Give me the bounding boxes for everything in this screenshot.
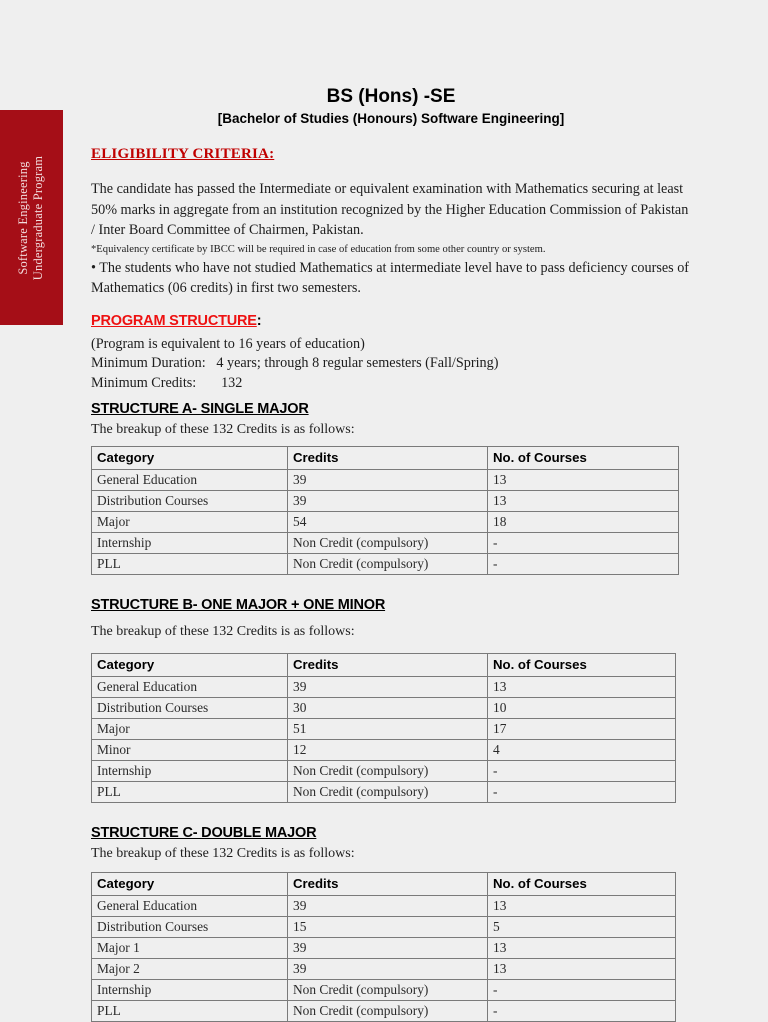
cell-category: Distribution Courses <box>92 491 288 512</box>
table-row <box>92 719 676 740</box>
table-row <box>92 782 676 803</box>
table-row <box>92 698 676 719</box>
table-row <box>92 554 679 575</box>
cell-credits: 39 <box>288 896 488 917</box>
eligibility-criteria-heading: ELIGIBILITY CRITERIA: <box>91 146 275 162</box>
table-row <box>92 740 676 761</box>
cell-credits: Non Credit (compulsory) <box>288 554 488 575</box>
cell-category: Internship <box>92 761 288 782</box>
cell-courses: 13 <box>488 491 679 512</box>
page-subtitle: [Bachelor of Studies (Honours) Software Engineering] <box>217 111 565 126</box>
program-side-tab <box>0 110 63 325</box>
cell-courses: - <box>488 782 676 803</box>
table-row <box>92 938 676 959</box>
minimum-duration-row <box>91 354 691 374</box>
section-spacer <box>91 575 691 589</box>
structure-b-table-body <box>92 677 676 803</box>
structure-b-table <box>91 653 676 803</box>
cell-category: Internship <box>92 980 288 1001</box>
table-row <box>92 677 676 698</box>
program-side-tab-text <box>17 155 47 279</box>
cell-credits: 39 <box>288 491 488 512</box>
column-header-credits: Credits <box>288 447 488 470</box>
cell-category: General Education <box>92 677 288 698</box>
column-header-credits: Credits <box>288 873 488 896</box>
program-side-tab-inner <box>0 110 63 325</box>
cell-category: Distribution Courses <box>92 698 288 719</box>
cell-category: Distribution Courses <box>92 917 288 938</box>
cell-category: PLL <box>92 782 288 803</box>
cell-credits: 39 <box>288 938 488 959</box>
structure-a-heading: STRUCTURE A- SINGLE MAJOR <box>91 401 309 417</box>
cell-category: PLL <box>92 1001 288 1022</box>
minimum-credits-label: Minimum Credits: <box>91 374 197 391</box>
cell-courses: - <box>488 980 676 1001</box>
cell-credits: Non Credit (compulsory) <box>288 980 488 1001</box>
cell-courses: - <box>488 1001 676 1022</box>
cell-credits: 51 <box>288 719 488 740</box>
column-header-courses: No. of Courses <box>488 447 679 470</box>
cell-category: General Education <box>92 896 288 917</box>
table-row <box>92 512 679 533</box>
minimum-credits-row <box>91 374 691 394</box>
eligibility-fineprint: *Equivalency certificate by IBCC will be required in case of education from some other country or system. <box>91 243 546 255</box>
cell-category: PLL <box>92 554 288 575</box>
table-row <box>92 491 679 512</box>
cell-credits: 54 <box>288 512 488 533</box>
structure-a-table <box>91 446 679 575</box>
page-title: BS (Hons) -SE <box>326 86 456 107</box>
section-spacer <box>91 803 691 817</box>
cell-courses: - <box>488 554 679 575</box>
program-structure-heading-colon: : <box>256 312 262 329</box>
cell-category: Major 1 <box>92 938 288 959</box>
cell-credits: 39 <box>288 959 488 980</box>
minimum-credits-value: 132 <box>221 374 243 391</box>
cell-courses: 4 <box>488 740 676 761</box>
table-row <box>92 959 676 980</box>
cell-category: General Education <box>92 470 288 491</box>
cell-courses: 18 <box>488 512 679 533</box>
cell-category: Minor <box>92 740 288 761</box>
cell-credits: 39 <box>288 470 488 491</box>
cell-courses: - <box>488 761 676 782</box>
structure-b-heading: STRUCTURE B- ONE MAJOR + ONE MINOR <box>91 597 386 613</box>
column-header-category: Category <box>92 654 288 677</box>
cell-courses: 13 <box>488 677 676 698</box>
cell-category: Major <box>92 512 288 533</box>
table-header-row <box>92 447 679 470</box>
column-header-category: Category <box>92 447 288 470</box>
table-row <box>92 470 679 491</box>
cell-courses: 17 <box>488 719 676 740</box>
structure-c-breakup-line: The breakup of these 132 Credits is as follows: <box>91 846 355 861</box>
structure-a-table-body <box>92 470 679 575</box>
cell-courses: 13 <box>488 470 679 491</box>
table-row <box>92 980 676 1001</box>
table-row <box>92 896 676 917</box>
cell-courses: 13 <box>488 938 676 959</box>
cell-credits: Non Credit (compulsory) <box>288 533 488 554</box>
program-side-tab-line-2: Undergraduate Program <box>31 155 46 280</box>
program-structure-heading <box>91 313 691 329</box>
document-content <box>91 0 691 1022</box>
table-header-row <box>92 873 676 896</box>
section-spacer <box>91 299 691 313</box>
table-row <box>92 533 679 554</box>
structure-c-table <box>91 872 676 1022</box>
cell-category: Major <box>92 719 288 740</box>
table-row <box>92 761 676 782</box>
program-equivalence-note: (Program is equivalent to 16 years of education) <box>91 335 365 352</box>
cell-courses: 5 <box>488 917 676 938</box>
column-header-category: Category <box>92 873 288 896</box>
structure-c-heading: STRUCTURE C- DOUBLE MAJOR <box>91 825 317 841</box>
cell-credits: Non Credit (compulsory) <box>288 761 488 782</box>
structure-c-table-body <box>92 896 676 1022</box>
column-header-courses: No. of Courses <box>488 873 676 896</box>
cell-credits: 15 <box>288 917 488 938</box>
cell-credits: 30 <box>288 698 488 719</box>
program-structure-heading-text: PROGRAM STRUCTURE <box>91 312 257 329</box>
structure-a-breakup-line: The breakup of these 132 Credits is as follows: <box>91 422 355 437</box>
cell-credits: 12 <box>288 740 488 761</box>
cell-credits: Non Credit (compulsory) <box>288 782 488 803</box>
cell-credits: Non Credit (compulsory) <box>288 1001 488 1022</box>
table-header-row <box>92 654 676 677</box>
column-header-courses: No. of Courses <box>488 654 676 677</box>
column-header-credits: Credits <box>288 654 488 677</box>
eligibility-bullet: • The students who have not studied Mathematics at intermediate level have to pass deficiency courses of Mathematics (06 credits) in first two semesters. <box>91 259 690 296</box>
minimum-duration-value: 4 years; through 8 regular semesters (Fall/Spring) <box>216 355 499 371</box>
cell-courses: 10 <box>488 698 676 719</box>
program-side-tab-line-1: Software Engineering <box>16 160 31 275</box>
cell-category: Internship <box>92 533 288 554</box>
cell-courses: 13 <box>488 959 676 980</box>
structure-b-breakup-line: The breakup of these 132 Credits is as follows: <box>91 624 355 639</box>
cell-courses: 13 <box>488 896 676 917</box>
cell-courses: - <box>488 533 679 554</box>
cell-credits: 39 <box>288 677 488 698</box>
table-row <box>92 917 676 938</box>
table-row <box>92 1001 676 1022</box>
eligibility-paragraph: The candidate has passed the Intermediate or equivalent examination with Mathematics securing at least 50% marks in aggregate from an institution recognized by the Higher Education Commission of Pakistan / Inter Board Committee of Chairmen, Pakistan. <box>91 181 689 238</box>
cell-category: Major 2 <box>92 959 288 980</box>
minimum-duration-label: Minimum Duration: <box>91 355 206 371</box>
